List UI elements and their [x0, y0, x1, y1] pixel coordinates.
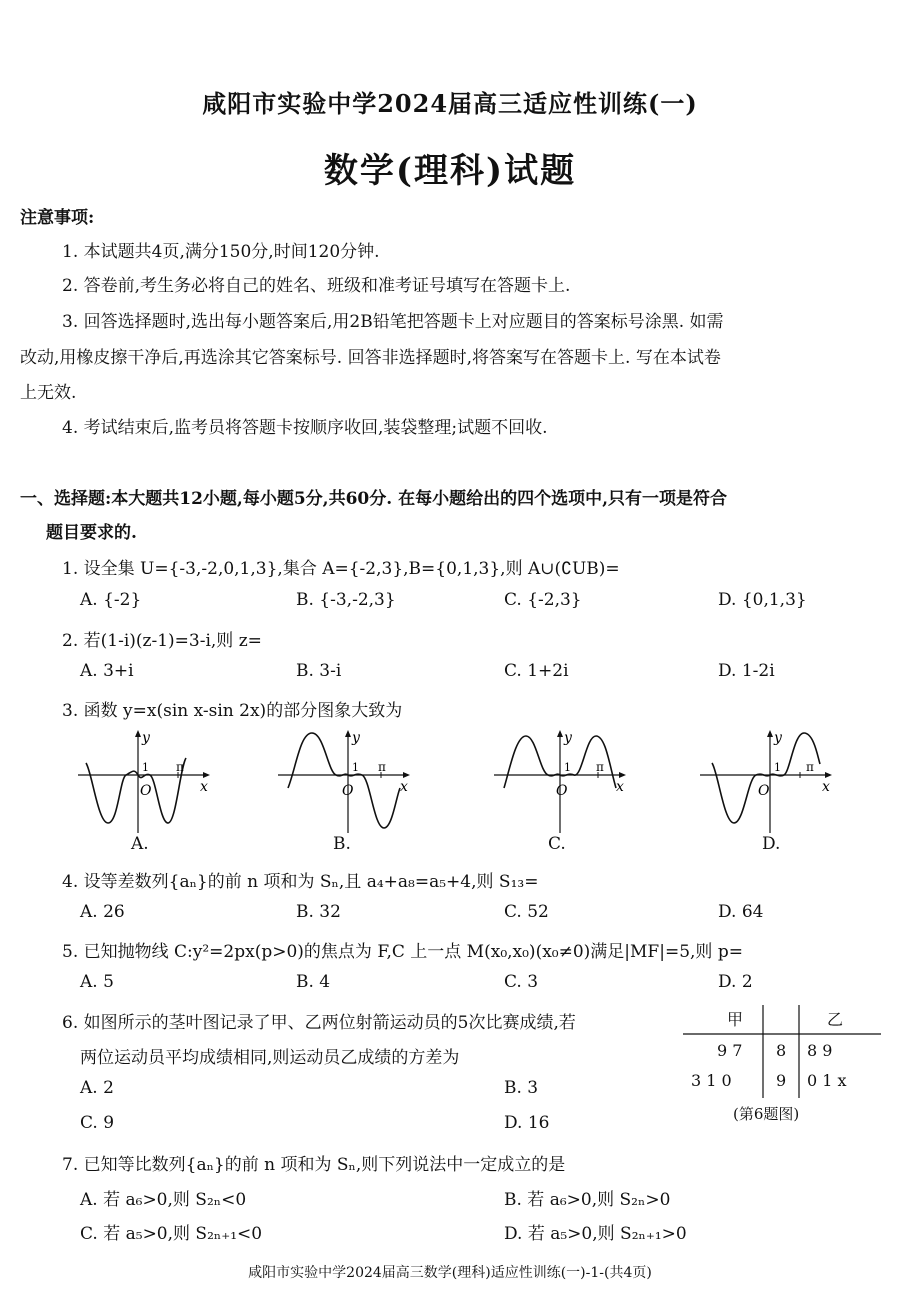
q4-option-c[interactable]: C. 52 — [504, 902, 549, 922]
q3-option-b[interactable]: B. — [333, 834, 351, 854]
graph-d-origin: O — [758, 783, 770, 799]
q6-option-b[interactable]: B. 3 — [504, 1078, 539, 1098]
q5-option-d[interactable]: D. 2 — [718, 972, 753, 992]
graph-c — [494, 728, 634, 838]
figure-6-caption: (第6题图) — [733, 1105, 800, 1123]
q2-option-c[interactable]: C. 1+2i — [504, 661, 569, 681]
note-4: 4. 考试结束后,监考员将答题卡按顺序收回,装袋整理;试题不回收. — [62, 418, 548, 438]
question-7-stem: 7. 已知等比数列{aₙ}的前 n 项和为 Sₙ,则下列说法中一定成立的是 — [62, 1155, 566, 1175]
q2-option-d[interactable]: D. 1-2i — [718, 661, 775, 681]
graph-d-x-label: x — [822, 779, 830, 795]
q1-option-a[interactable]: A. {-2} — [80, 590, 142, 610]
graph-b-x-label: x — [400, 779, 408, 795]
q3-option-a[interactable]: A. — [131, 834, 149, 854]
q7-option-a[interactable]: A. 若 a₆>0,则 S₂ₙ<0 — [80, 1190, 247, 1210]
q7-option-b[interactable]: B. 若 a₆>0,则 S₂ₙ>0 — [504, 1190, 671, 1210]
q6-option-a[interactable]: A. 2 — [80, 1078, 114, 1098]
section-heading-line2: 题目要求的. — [46, 523, 137, 543]
graph-d — [700, 728, 840, 838]
q5-option-a[interactable]: A. 5 — [80, 972, 114, 992]
stem-leaf-r1-stem: 8 — [776, 1041, 787, 1060]
graph-b-one: 1 — [352, 761, 359, 774]
graph-a-curve — [86, 758, 186, 823]
graph-a-x-label: x — [200, 779, 208, 795]
question-6-stem-line2: 两位运动员平均成绩相同,则运动员乙成绩的方差为 — [80, 1048, 460, 1068]
q7-option-c[interactable]: C. 若 a₅>0,则 S₂ₙ₊₁<0 — [80, 1224, 263, 1244]
q5-option-b[interactable]: B. 4 — [296, 972, 331, 992]
graph-c-one: 1 — [564, 761, 571, 774]
question-5-stem: 5. 已知抛物线 C:y²=2px(p>0)的焦点为 F,C 上一点 M(x₀,x₀)(x₀≠0)满足|MF|=5,则 p= — [62, 942, 743, 962]
q3-option-c[interactable]: C. — [548, 834, 566, 854]
q7-option-d[interactable]: D. 若 a₅>0,则 S₂ₙ₊₁>0 — [504, 1224, 687, 1244]
graph-d-y-label: y — [774, 730, 782, 746]
q1-option-c[interactable]: C. {-2,3} — [504, 590, 582, 610]
q5-option-c[interactable]: C. 3 — [504, 972, 539, 992]
page-footer: 咸阳市实验中学2024届高三数学(理科)适应性训练(一)-1-(共4页) — [248, 1265, 652, 1281]
graph-a-y-label: y — [142, 730, 150, 746]
graph-a-one: 1 — [142, 761, 149, 774]
graph-c-y-label: y — [564, 730, 572, 746]
note-2: 2. 答卷前,考生务必将自己的姓名、班级和准考证号填写在答题卡上. — [62, 276, 571, 296]
stem-leaf-r2-stem: 9 — [776, 1071, 787, 1090]
exam-title: 咸阳市实验中学2024届高三适应性训练(一) — [202, 89, 698, 118]
stem-leaf-r2-left: 3 1 0 — [691, 1071, 732, 1090]
graph-a-pi: π — [176, 760, 184, 774]
graph-b — [278, 728, 418, 838]
note-3-line3: 上无效. — [20, 383, 77, 403]
stem-leaf-left-head: 甲 — [727, 1010, 744, 1029]
q6-option-c[interactable]: C. 9 — [80, 1113, 115, 1133]
graph-b-origin: O — [342, 783, 354, 799]
graph-b-curve — [288, 733, 400, 828]
graph-a-origin: O — [140, 783, 152, 799]
q1-option-b[interactable]: B. {-3,-2,3} — [296, 590, 396, 610]
stem-leaf-r1-left: 9 7 — [717, 1041, 743, 1060]
graph-c-x-label: x — [616, 779, 624, 795]
question-3-stem: 3. 函数 y=x(sin x-sin 2x)的部分图象大致为 — [62, 701, 403, 721]
stem-leaf-r1-right: 8 9 — [807, 1041, 833, 1060]
stem-leaf-plot — [683, 1003, 883, 1103]
q2-option-b[interactable]: B. 3-i — [296, 661, 342, 681]
question-1-stem: 1. 设全集 U={-3,-2,0,1,3},集合 A={-2,3},B={0,1,3},则 A∪(∁UB)= — [62, 559, 620, 579]
question-2-stem: 2. 若(1-i)(z-1)=3-i,则 z= — [62, 631, 262, 651]
note-3-line1: 3. 回答选择题时,选出每小题答案后,用2B铅笔把答题卡上对应题目的答案标号涂黑. 如需 — [62, 312, 724, 332]
note-1: 1. 本试题共4页,满分150分,时间120分钟. — [62, 242, 380, 262]
q4-option-d[interactable]: D. 64 — [718, 902, 764, 922]
q4-option-b[interactable]: B. 32 — [296, 902, 341, 922]
graph-a — [78, 728, 218, 838]
graph-d-pi: π — [806, 760, 814, 774]
q6-option-d[interactable]: D. 16 — [504, 1113, 550, 1133]
q1-option-d[interactable]: D. {0,1,3} — [718, 590, 807, 610]
notes-heading: 注意事项: — [20, 208, 95, 228]
graph-c-origin: O — [556, 783, 568, 799]
graph-b-pi: π — [378, 760, 386, 774]
graph-c-pi: π — [596, 760, 604, 774]
q4-option-a[interactable]: A. 26 — [80, 902, 125, 922]
question-4-stem: 4. 设等差数列{aₙ}的前 n 项和为 Sₙ,且 a₄+a₈=a₅+4,则 S₁₃= — [62, 872, 539, 892]
note-3-line2: 改动,用橡皮擦干净后,再选涂其它答案标号. 回答非选择题时,将答案写在答题卡上. 写在本试卷 — [20, 348, 721, 368]
stem-leaf-r2-right: 0 1 x — [807, 1071, 847, 1090]
question-6-stem-line1: 6. 如图所示的茎叶图记录了甲、乙两位射箭运动员的5次比赛成绩,若 — [62, 1013, 576, 1033]
section-heading-line1: 一、选择题:本大题共12小题,每小题5分,共60分. 在每小题给出的四个选项中,只有一项是符合 — [20, 489, 728, 509]
graph-b-y-label: y — [352, 730, 360, 746]
subject-title: 数学(理科)试题 — [323, 151, 577, 191]
graph-d-curve — [712, 733, 820, 823]
q3-option-d[interactable]: D. — [762, 834, 781, 854]
stem-leaf-right-head: 乙 — [827, 1010, 844, 1029]
graph-d-one: 1 — [774, 761, 781, 774]
q2-option-a[interactable]: A. 3+i — [80, 661, 134, 681]
